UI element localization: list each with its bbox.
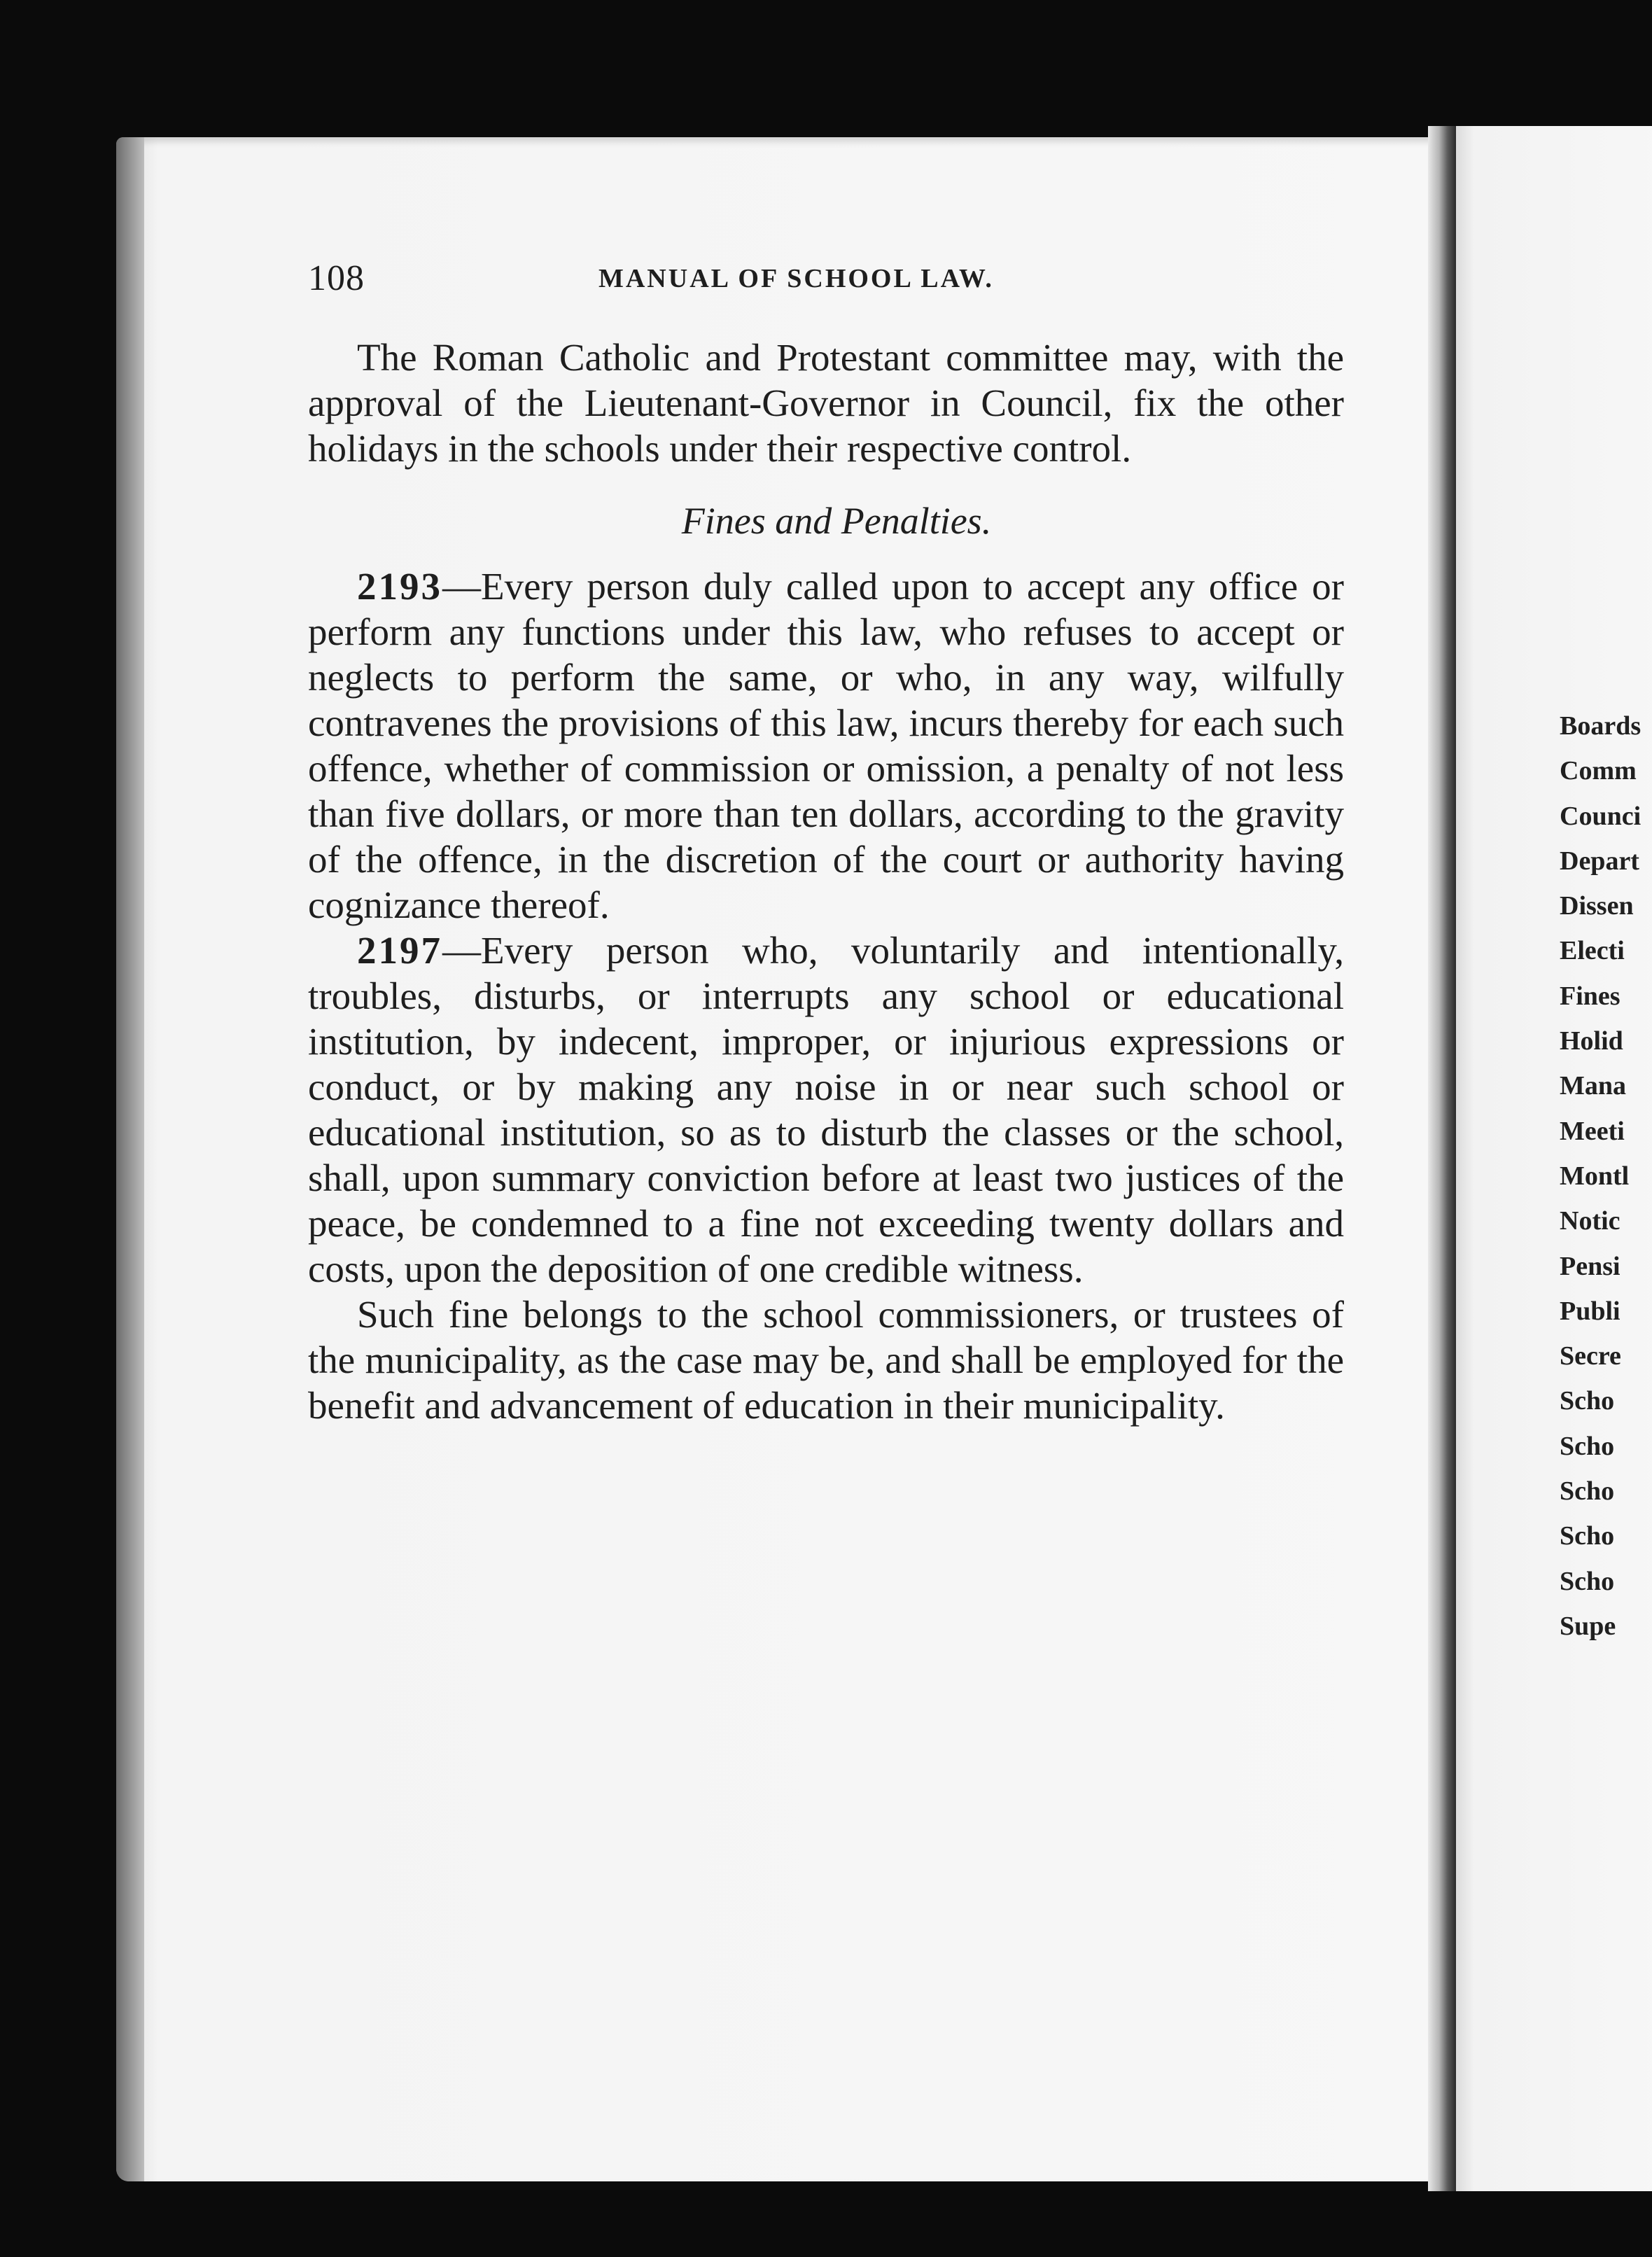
section-text: —Every person who, voluntarily and intentionally, troubles, disturbs, or interrupts any school or educational institution, by indecent, improper, or injurious expressions or conduct, or by making any noise in or near such school or educational institution, so as to disturb the classes or the school, shall, upon summary conviction before at least two justices of the peace, be condemned to a fine not exceeding twenty dollars and costs, upon the deposition of one credible witness.	[308, 929, 1344, 1290]
index-entry: Dissen	[1560, 891, 1634, 921]
index-entry: Boards	[1560, 711, 1642, 741]
index-entry: Scho	[1560, 1566, 1615, 1596]
index-entry: Depart	[1560, 846, 1639, 876]
index-entry: Notic	[1560, 1206, 1620, 1236]
section-text: —Every person duly called upon to accept any office or perform any functions under this law, who refuses to accept or neglects to perform the same, or who, in any way, wilfully contravenes the provisions of this law, incurs thereby for each such offence, whether of commission or omission, a penalty of not less than five dollars, or more than ten dollars, according to the gravity of the offence, in the discretion of the court or authority having cognizance thereof.	[308, 565, 1344, 926]
intro-paragraph: The Roman Catholic and Protestant committee may, with the approval of the Lieutenant-Governor in Council, fix the other holidays in the schools under their respective control.	[308, 336, 1344, 470]
index-entry: Fines	[1560, 981, 1620, 1011]
index-entry: Counci	[1560, 801, 1642, 831]
index-entry: Supe	[1560, 1611, 1616, 1641]
book-gutter	[1428, 126, 1456, 2191]
index-entry: Electi	[1560, 936, 1625, 966]
section-number: 2193	[357, 565, 442, 608]
facing-page-index	[1560, 704, 1652, 1649]
index-entry: Scho	[1560, 1521, 1615, 1551]
page-number: 108	[308, 258, 365, 298]
index-entry: Pensi	[1560, 1251, 1620, 1281]
section-2193	[308, 564, 1344, 928]
running-title: MANUAL OF SCHOOL LAW.	[598, 264, 994, 293]
index-entry: Scho	[1560, 1476, 1615, 1507]
section-2197	[308, 928, 1344, 1292]
section-number: 2197	[357, 929, 442, 972]
page-edge	[116, 137, 144, 2181]
index-entry: Montl	[1560, 1161, 1630, 1191]
index-entry: Publi	[1560, 1296, 1620, 1326]
closing-paragraph: Such fine belongs to the school commissioners, or trustees of the municipality, as the case may be, and shall be employed for the benefit and advancement of education in their municipality.	[308, 1293, 1344, 1427]
running-head	[308, 258, 1337, 307]
index-entry: Meeti	[1560, 1116, 1625, 1146]
index-entry: Secre	[1560, 1341, 1621, 1371]
page-body	[308, 335, 1344, 1428]
index-entry: Scho	[1560, 1386, 1615, 1416]
index-entry: Comm	[1560, 756, 1637, 786]
section-heading: Fines and Penalties.	[681, 500, 992, 542]
index-entry: Mana	[1560, 1071, 1626, 1101]
index-entry: Scho	[1560, 1431, 1615, 1461]
index-entry: Holid	[1560, 1026, 1623, 1056]
